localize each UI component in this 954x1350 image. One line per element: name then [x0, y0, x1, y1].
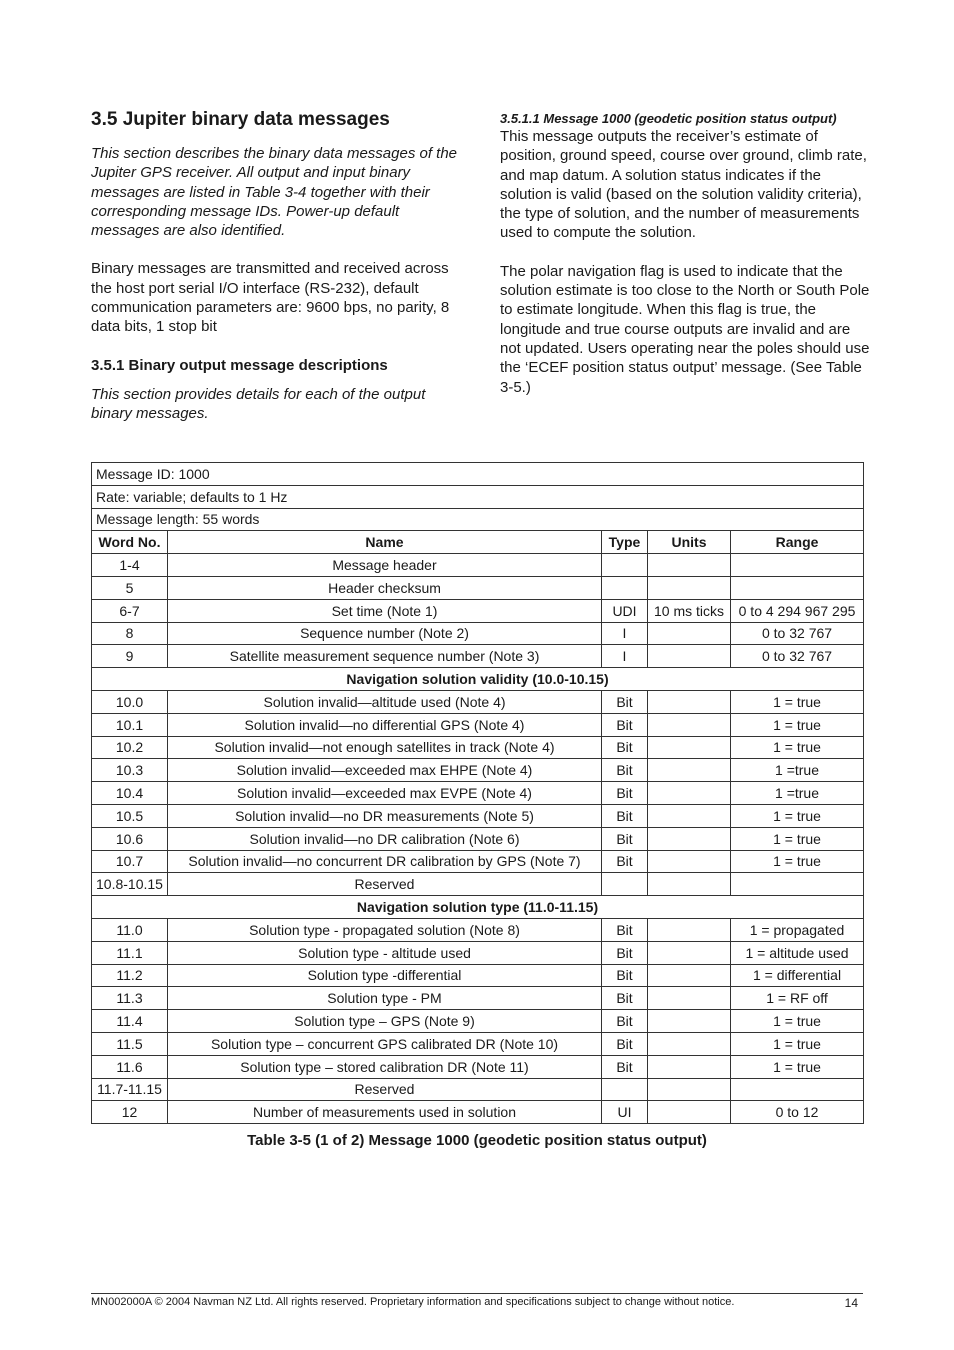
cell-range: 1 =true: [731, 782, 864, 805]
cell-name: Solution invalid—no DR calibration (Note 6): [168, 827, 602, 850]
section-heading-cell: Navigation solution validity (10.0-10.15): [92, 668, 864, 691]
table-info-row: [92, 485, 864, 508]
table-row: [92, 554, 864, 577]
cell-word: 10.2: [92, 736, 168, 759]
cell-range: 1 =true: [731, 759, 864, 782]
cell-name: Solution type – stored calibration DR (Note 11): [168, 1055, 602, 1078]
cell-name: Sequence number (Note 2): [168, 622, 602, 645]
cell-type: UDI: [602, 599, 648, 622]
cell-type: [602, 873, 648, 896]
column-header: Units: [648, 531, 731, 554]
cell-range: 1 = true: [731, 713, 864, 736]
table-row: [92, 622, 864, 645]
cell-range: [731, 576, 864, 599]
cell-range: 1 = true: [731, 850, 864, 873]
cell-type: Bit: [602, 759, 648, 782]
cell-range: 1 = true: [731, 690, 864, 713]
cell-word: 10.3: [92, 759, 168, 782]
cell-range: 0 to 4 294 967 295: [731, 599, 864, 622]
footer-copyright: MN002000A © 2004 Navman NZ Ltd. All rights reserved. Proprietary information and specifications subject to change without notice.: [91, 1296, 735, 1308]
cell-type: I: [602, 645, 648, 668]
cell-word: 10.6: [92, 827, 168, 850]
table-caption: Table 3-5 (1 of 2) Message 1000 (geodetic position status output): [247, 1132, 707, 1149]
cell-type: Bit: [602, 1010, 648, 1033]
cell-type: [602, 554, 648, 577]
message-title: 3.5.1.1 Message 1000 (geodetic position status output): [500, 111, 837, 126]
cell-word: 11.2: [92, 964, 168, 987]
cell-units: [648, 804, 731, 827]
section-title: 3.5 Jupiter binary data messages: [91, 109, 390, 130]
cell-units: [648, 941, 731, 964]
cell-name: Solution type – concurrent GPS calibrated DR (Note 10): [168, 1032, 602, 1055]
column-header: Name: [168, 531, 602, 554]
table-row: [92, 713, 864, 736]
cell-units: [648, 987, 731, 1010]
cell-units: [648, 759, 731, 782]
cell-type: I: [602, 622, 648, 645]
cell-word: 5: [92, 576, 168, 599]
cell-name: Reserved: [168, 1078, 602, 1101]
cell-word: 9: [92, 645, 168, 668]
cell-range: 1 = propagated: [731, 918, 864, 941]
cell-units: [648, 1010, 731, 1033]
cell-range: [731, 1078, 864, 1101]
table-row: [92, 1010, 864, 1033]
cell-range: [731, 873, 864, 896]
cell-name: Solution type - propagated solution (Note 8): [168, 918, 602, 941]
table-row: [92, 850, 864, 873]
cell-name: Solution invalid—not enough satellites in track (Note 4): [168, 736, 602, 759]
table-row: [92, 1101, 864, 1124]
section-heading-cell: Navigation solution type (11.0-11.15): [92, 896, 864, 919]
column-header: Word No.: [92, 531, 168, 554]
cell-type: UI: [602, 1101, 648, 1124]
cell-name: Solution invalid—exceeded max EHPE (Note 4): [168, 759, 602, 782]
table-row: [92, 759, 864, 782]
cell-word: 10.4: [92, 782, 168, 805]
table-info-row: [92, 508, 864, 531]
cell-range: 1 = true: [731, 1055, 864, 1078]
table-row: [92, 964, 864, 987]
table-info-cell: Message ID: 1000: [92, 463, 864, 486]
cell-name: Satellite measurement sequence number (Note 3): [168, 645, 602, 668]
cell-type: Bit: [602, 804, 648, 827]
table-row: [92, 804, 864, 827]
cell-word: 10.1: [92, 713, 168, 736]
cell-name: Solution invalid—no DR measurements (Note 5): [168, 804, 602, 827]
cell-name: Solution invalid—altitude used (Note 4): [168, 690, 602, 713]
cell-type: Bit: [602, 713, 648, 736]
table-row: [92, 576, 864, 599]
table-row: [92, 1078, 864, 1101]
cell-units: [648, 690, 731, 713]
cell-word: 8: [92, 622, 168, 645]
cell-word: 12: [92, 1101, 168, 1124]
message-table: [91, 462, 864, 1124]
table-row: [92, 599, 864, 622]
cell-units: [648, 873, 731, 896]
cell-type: Bit: [602, 850, 648, 873]
table-row: [92, 645, 864, 668]
cell-type: Bit: [602, 1055, 648, 1078]
cell-units: [648, 622, 731, 645]
cell-range: 0 to 32 767: [731, 645, 864, 668]
cell-range: 1 = true: [731, 804, 864, 827]
table-row: [92, 918, 864, 941]
cell-word: 11.0: [92, 918, 168, 941]
cell-range: 0 to 32 767: [731, 622, 864, 645]
cell-type: Bit: [602, 918, 648, 941]
cell-range: 1 = true: [731, 1010, 864, 1033]
table-row: [92, 736, 864, 759]
cell-name: Solution type – GPS (Note 9): [168, 1010, 602, 1033]
cell-name: Solution invalid—no differential GPS (Note 4): [168, 713, 602, 736]
table-row: [92, 941, 864, 964]
cell-name: Number of measurements used in solution: [168, 1101, 602, 1124]
column-header: Type: [602, 531, 648, 554]
cell-type: [602, 1078, 648, 1101]
cell-word: 6-7: [92, 599, 168, 622]
polar-navigation-note: The polar navigation flag is used to indicate that the solution estimate is too close to the North or South Pole to estimate longitude. When this flag is true, the longitude and true course outputs are invalid and are not updated. Users operating near the poles should use the ‘ECEF position status output’ message. (See Table 3-5.): [500, 262, 870, 396]
cell-units: [648, 1032, 731, 1055]
subsection-title: 3.5.1 Binary output message descriptions: [91, 356, 388, 374]
cell-units: [648, 827, 731, 850]
table-row: [92, 873, 864, 896]
cell-word: 10.8-10.15: [92, 873, 168, 896]
cell-word: 10.0: [92, 690, 168, 713]
table-info-row: [92, 463, 864, 486]
cell-name: Set time (Note 1): [168, 599, 602, 622]
cell-word: 11.1: [92, 941, 168, 964]
cell-units: [648, 782, 731, 805]
cell-units: [648, 713, 731, 736]
cell-name: Solution invalid—exceeded max EVPE (Note 4): [168, 782, 602, 805]
message-description: This message outputs the receiver’s estimate of position, ground speed, course over ground, climb rate, and map datum. A solution status indicates if the solution is valid (based on the solution validity criteria), the type of solution, and the number of measurements used to compute the solution.: [500, 128, 867, 242]
cell-type: Bit: [602, 964, 648, 987]
cell-word: 10.7: [92, 850, 168, 873]
cell-word: 11.3: [92, 987, 168, 1010]
cell-word: 10.5: [92, 804, 168, 827]
cell-word: 11.6: [92, 1055, 168, 1078]
cell-type: Bit: [602, 736, 648, 759]
page-number: 14: [844, 1296, 858, 1310]
cell-units: 10 ms ticks: [648, 599, 731, 622]
section-intro: This section describes the binary data messages of the Jupiter GPS receiver. All output and input binary messages are listed in Table 3-4 together with their corresponding message IDs. Power-up default messages are also identified.: [91, 145, 458, 240]
section-body: Binary messages are transmitted and received across the host port serial I/O interface (RS-232), default communication parameters are: 9600 bps, no parity, 8 data bits, 1 stop bit: [91, 260, 450, 336]
cell-units: [648, 645, 731, 668]
cell-name: Message header: [168, 554, 602, 577]
cell-range: 1 = true: [731, 827, 864, 850]
subsection-intro: This section provides details for each of the output binary messages.: [91, 385, 426, 422]
cell-range: 1 = differential: [731, 964, 864, 987]
cell-name: Solution invalid—no concurrent DR calibration by GPS (Note 7): [168, 850, 602, 873]
cell-word: 1-4: [92, 554, 168, 577]
table-row: [92, 690, 864, 713]
cell-name: Solution type - PM: [168, 987, 602, 1010]
cell-units: [648, 850, 731, 873]
cell-range: 1 = RF off: [731, 987, 864, 1010]
cell-name: Solution type - altitude used: [168, 941, 602, 964]
cell-name: Reserved: [168, 873, 602, 896]
cell-type: Bit: [602, 690, 648, 713]
cell-type: Bit: [602, 782, 648, 805]
cell-type: Bit: [602, 987, 648, 1010]
cell-units: [648, 1101, 731, 1124]
cell-word: 11.4: [92, 1010, 168, 1033]
table-section-row: [92, 896, 864, 919]
cell-type: Bit: [602, 827, 648, 850]
cell-units: [648, 1078, 731, 1101]
table-row: [92, 1055, 864, 1078]
cell-type: [602, 576, 648, 599]
column-header: Range: [731, 531, 864, 554]
table-section-row: [92, 668, 864, 691]
table-row: [92, 987, 864, 1010]
table-header-row: [92, 531, 864, 554]
right-column: [500, 110, 870, 416]
cell-range: 1 = true: [731, 1032, 864, 1055]
table-info-cell: Message length: 55 words: [92, 508, 864, 531]
cell-units: [648, 554, 731, 577]
cell-type: Bit: [602, 941, 648, 964]
left-column: [91, 108, 461, 442]
table-info-cell: Rate: variable; defaults to 1 Hz: [92, 485, 864, 508]
cell-units: [648, 918, 731, 941]
cell-range: [731, 554, 864, 577]
cell-type: Bit: [602, 1032, 648, 1055]
cell-units: [648, 964, 731, 987]
cell-units: [648, 576, 731, 599]
cell-word: 11.7-11.15: [92, 1078, 168, 1101]
cell-name: Solution type -differential: [168, 964, 602, 987]
cell-range: 0 to 12: [731, 1101, 864, 1124]
table-row: [92, 1032, 864, 1055]
cell-units: [648, 1055, 731, 1078]
cell-range: 1 = true: [731, 736, 864, 759]
footer-divider: [91, 1293, 863, 1294]
cell-word: 11.5: [92, 1032, 168, 1055]
table-row: [92, 782, 864, 805]
cell-range: 1 = altitude used: [731, 941, 864, 964]
cell-units: [648, 736, 731, 759]
table-row: [92, 827, 864, 850]
cell-name: Header checksum: [168, 576, 602, 599]
